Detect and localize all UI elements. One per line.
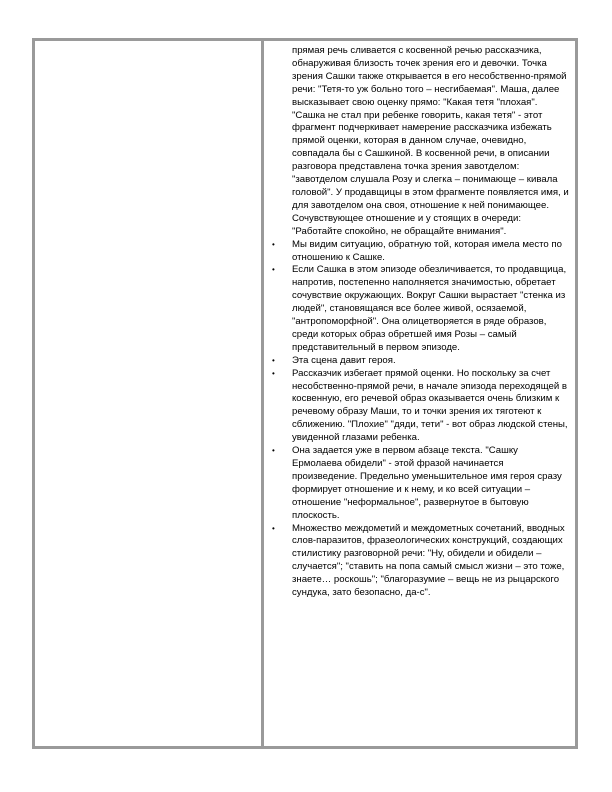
- list-item: [272, 522, 569, 600]
- list-item: [272, 367, 569, 445]
- lead-paragraph: прямая речь сливается с косвенной речью рассказчика, обнаруживая близость точек зрения его и девочки. Точка зрения Сашки также открывается в его несобственно-прямой речи: "Тетя-то уж больно того – несгибаемая". Маша, далее высказывает свою оценку прямо: "Какая тетя "плохая". "Сашка не стал при ребенке говорить, какая тетя" - этот фрагмент подчеркивает намерение рассказчика избежать прямой оценки, которая в данном случае, очевидно, совпадала бы с Сашкиной. В косвенной речи, в описании разговора представлена точка зрения завотделом: "завотделом слушала Розу и слегка – понимающе – кивала головой". У продавщицы в этом фрагменте появляется имя, и для завотделом она своя, отношение к ней понимающее. Сочувствующее отношение и у стоящих в очереди: "Работайте спокойно, не обращайте внимания".: [292, 45, 569, 237]
- list-item: [272, 264, 569, 354]
- list-item-text: Множество междометий и междометных сочетаний, вводных слов-паразитов, фразеологических конструкций, создающих стилистику разговорной речи: "Ну, обидели и обидели – случается"; "ставить на попа самый смысл жизни – это тоже, знаете… роскошь"; "благоразумие – вещь не из рыцарского сундука, зато безопасно, да-с".: [292, 522, 565, 599]
- left-empty-cell: [35, 41, 264, 746]
- list-item-text: Рассказчик избегает прямой оценки. Но поскольку за счет несобственно-прямой речи, в начале эпизода переходящей в косвенную, его речевой образ оказывается очень близким к речевому образу Маши, то и точки зрения их тяготеют к сближению. "Плохие" "дяди, тети" - вот образ людской стены, увиденной глазами ребенка.: [292, 367, 568, 444]
- list-item: [272, 354, 569, 368]
- bullet-dot-icon: •: [272, 239, 275, 249]
- bullet-list: [272, 238, 569, 600]
- right-text-cell: [264, 41, 575, 746]
- list-item-text: Она задается уже в первом абзаце текста. "Сашку Ермолаева обидели" - этой фразой начинается произведение. Предельно уменьшительное имя героя сразу формирует отношение и к нему, и ко всей ситуации – отношение "неформальное", развернутое в бытовую плоскость.: [292, 445, 562, 521]
- bullet-dot-icon: •: [272, 355, 275, 365]
- list-item-text: Эта сцена давит героя.: [292, 354, 396, 366]
- bullet-dot-icon: •: [272, 523, 275, 533]
- list-item: [272, 445, 569, 522]
- two-column-table: [32, 38, 578, 749]
- bullet-dot-icon: •: [272, 368, 275, 378]
- bullet-dot-icon: •: [272, 265, 275, 275]
- list-item: [272, 238, 569, 265]
- bullet-dot-icon: •: [272, 446, 275, 456]
- list-item-text: Мы видим ситуацию, обратную той, которая имела место по отношению к Сашке.: [292, 238, 562, 263]
- list-item-text: Если Сашка в этом эпизоде обезличивается, то продавщица, напротив, постепенно наполняется значимостью, обретает сочувствие окружающих. Вокруг Сашки вырастает "стенка из людей", становящаяся все более живой, осязаемой, "антропоморфной". Она олицетворяется в ряде образов, среди которых образ обретшей имя Розы – самый представительный в первом эпизоде.: [292, 264, 567, 353]
